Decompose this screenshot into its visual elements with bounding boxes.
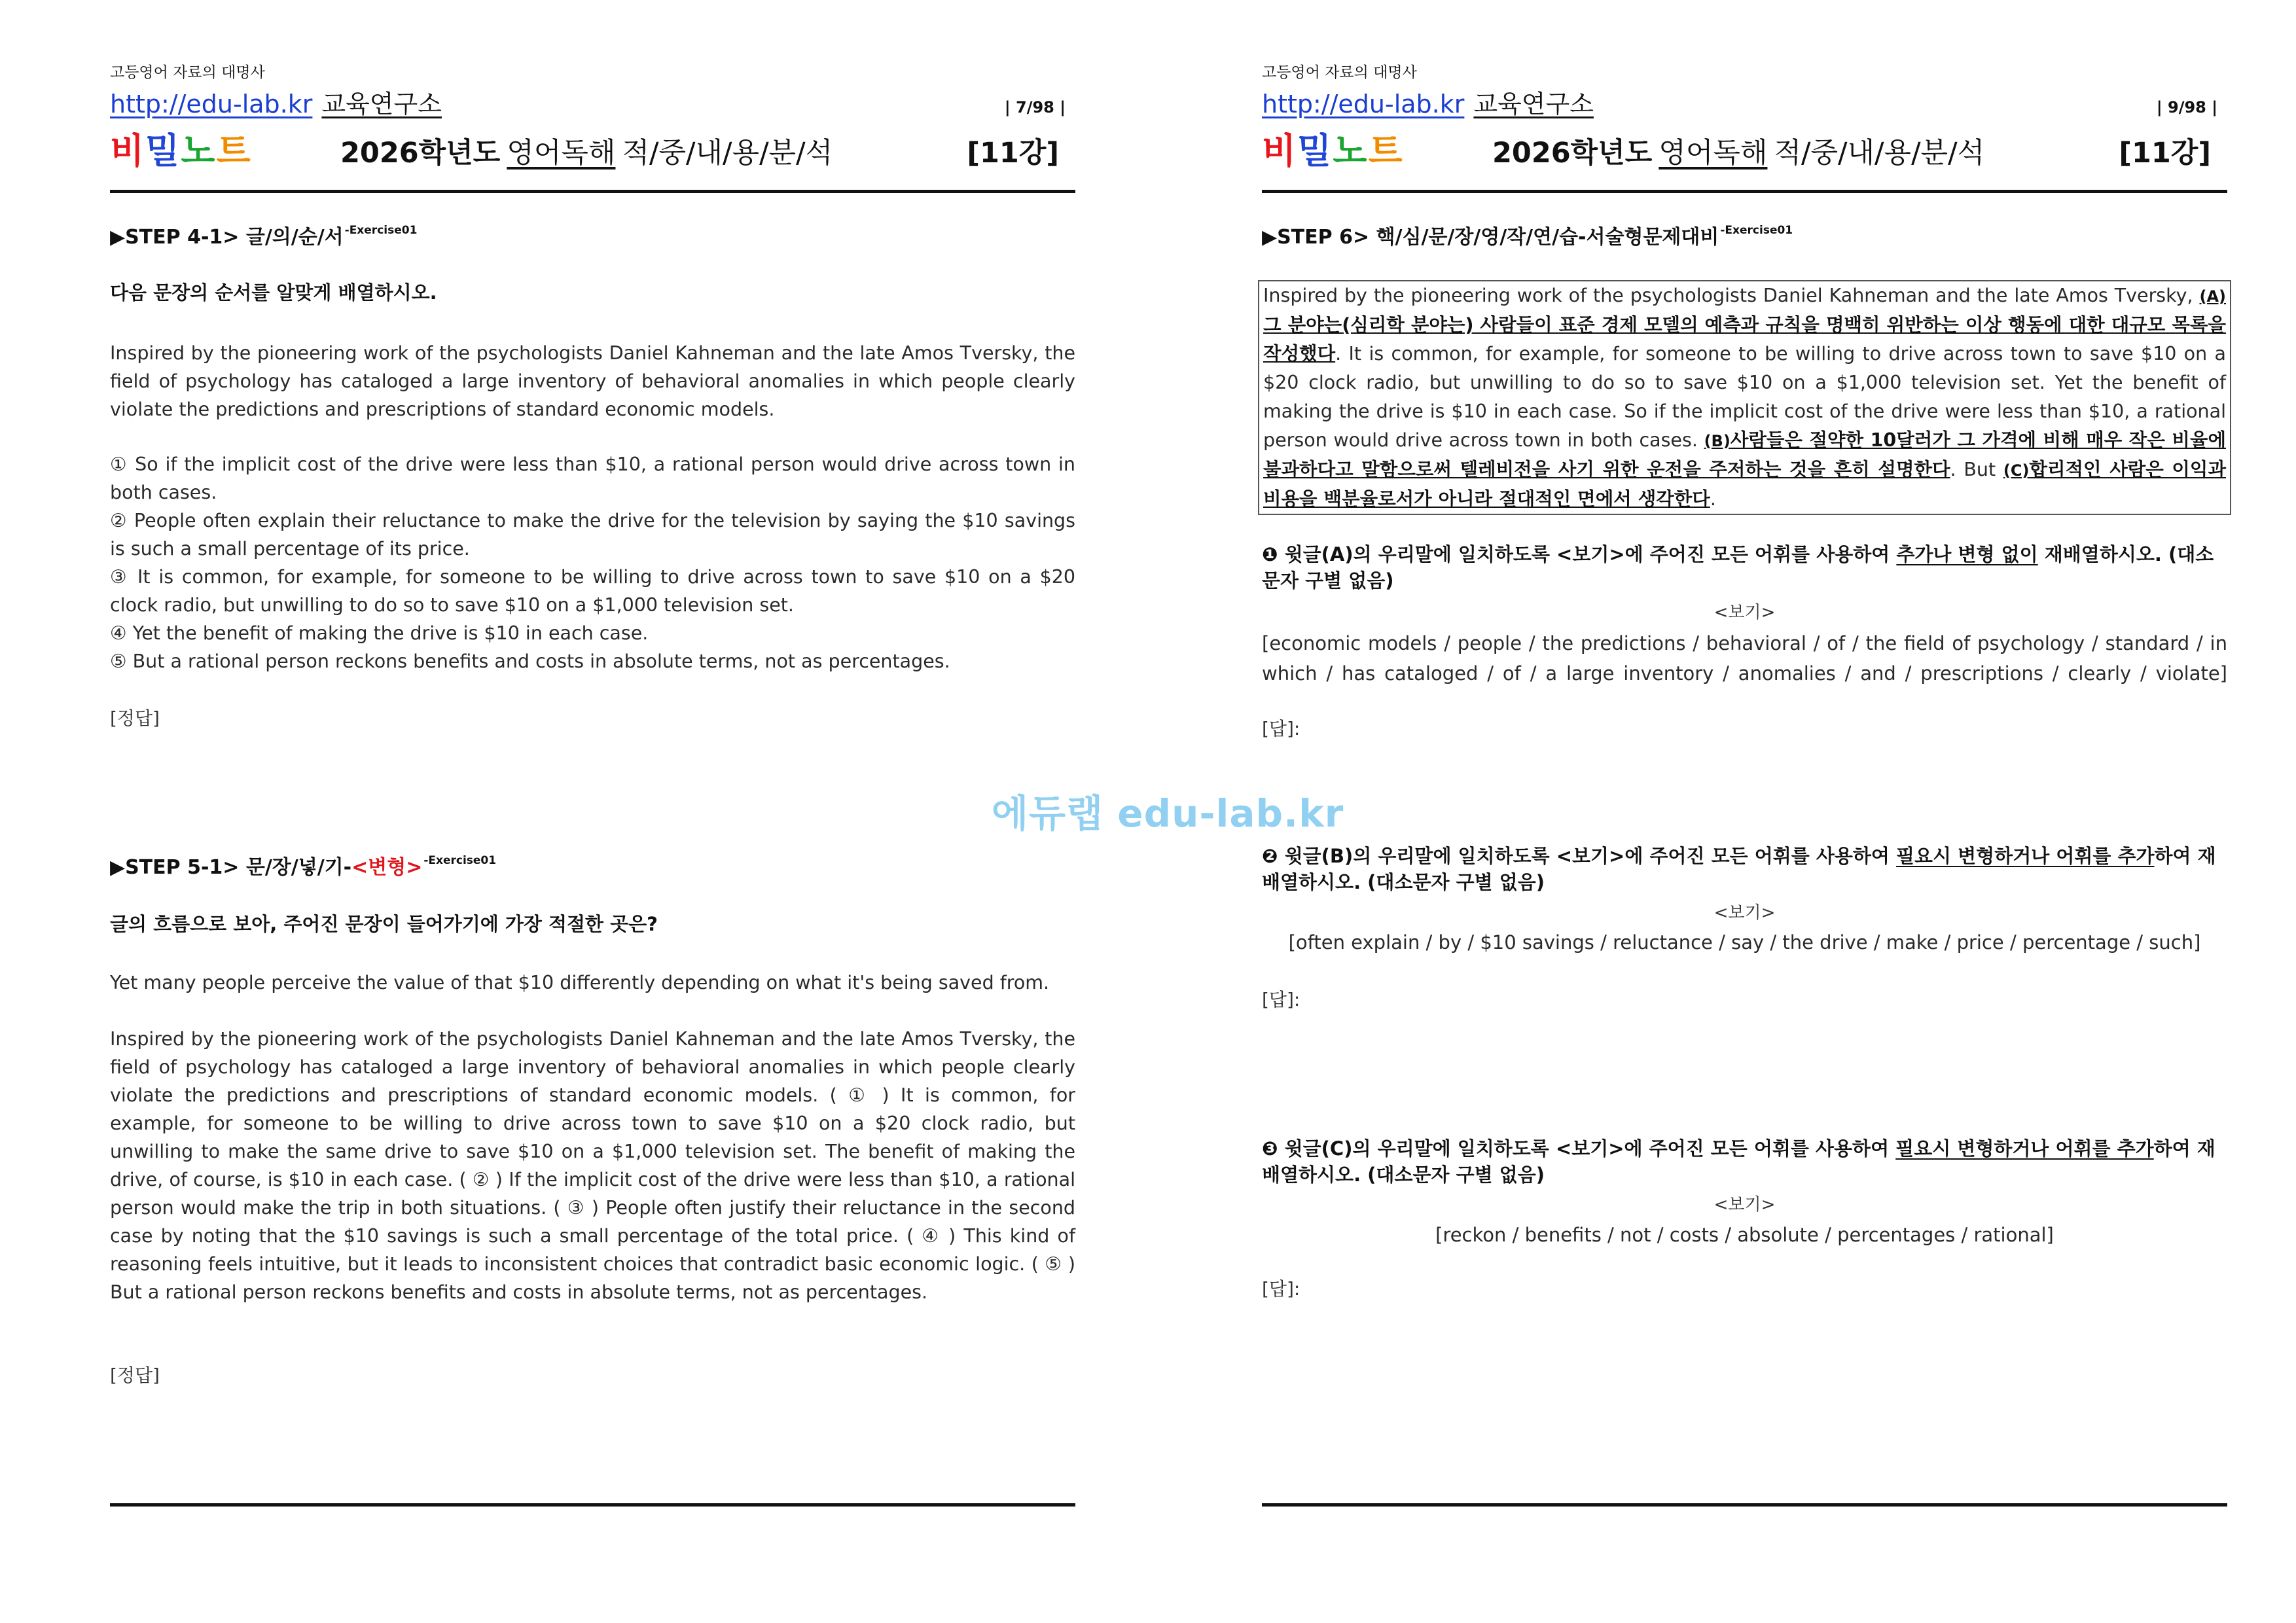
bogi-label: <보기> [1713,603,1776,622]
title-subject: 영어독해 [507,137,616,169]
site-url-link[interactable]: http://edu-lab.kr [1262,90,1465,118]
brand-logo [110,123,252,173]
site-name: 교육연구소 [321,90,442,118]
header-kicker: 고등영어 자료의 대명사 [1262,64,1417,81]
brand-logo [1262,123,1404,173]
title-subject: 영어독해 [1659,137,1768,169]
page-number: | 9/98 | [2156,98,2217,116]
q3-underlined: 필요시 변형하거나 어휘를 추가 [1895,1137,2154,1160]
doc-title [1492,131,1984,171]
site-line [1262,84,1594,120]
box-text: Inspired by the pioneering work of the psychologists Daniel Kahneman and the late Amos Tversky, [1263,285,2193,306]
answer-2: [답]: [1262,989,1300,1010]
answer-1: [답]: [1262,718,1300,740]
step51-answer: [정답] [110,1364,160,1386]
step51-title-red: <변형> [351,856,423,879]
site-url-link[interactable]: http://edu-lab.kr [110,90,313,118]
step51-passage: Inspired by the pioneering work of the psychologists Daniel Kahneman and the late Amos Tversky, the field of psychology has cataloged a large inventory of behavioral anomalies in which people clearly violate the predictions and prescriptions of standard economic models. ( ① ) It is common, for example, for someone to be willing to drive across town to save $10 on a $20 clock radio, but unwilling to make the same drive to save $10 on a $1,000 television set. The benefit of making the drive, of course, is $10 in each case. ( ② ) If the implicit cost of the drive were less than $10, a rational person would make the trip in both situations. ( ③ ) People often justify their reluctance in the second case by noting that the $10 savings is such a small percentage of the total price. ( ④ ) This kind of reasoning feels intuitive, but it leads to inconsistent choices that contradict basic economic logic. ( ⑤ ) But a rational person reckons benefits and costs in absolute terms, not as percentages. [110,1028,1075,1303]
box-text: . But [1950,459,1996,480]
step6-sup: -Exercise01 [1720,224,1793,237]
site-name: 교육연구소 [1473,90,1594,118]
bogi-2: [often explain / by / $10 savings / reluctance / say / the drive / make / price / percentage / such] [1288,931,2201,954]
step41-option: ④ Yet the benefit of making the drive is $10 in each case. [110,622,649,644]
bogi-3: [reckon / benefits / not / costs / absolute / percentages / rational] [1435,1224,2054,1246]
step41-sup: -Exercise01 [344,224,418,237]
title-tail: 적/중/내/용/분/석 [1774,137,1985,169]
header-kicker: 고등영어 자료의 대명사 [110,64,265,81]
step51-heading [110,851,496,880]
footer-divider [1262,1503,2227,1507]
q1-text: 재배열하시오. (대소문자 구별 없음) [1262,543,2214,592]
box-korean-a: 그 분야는(심리학 분야는) 사람들이 표준 경제 모델의 예측과 규칙을 명백히 위반하는 이상 행동에 대한 대규모 목록을 작성했다 [1263,314,2226,365]
bogi-label: <보기> [1713,903,1776,923]
brand-char: 밀 [1297,130,1333,171]
step41-heading [110,221,417,249]
q2-underlined: 필요시 변형하거나 어휘를 추가 [1896,845,2155,867]
step41-title: ▶STEP 4-1> 글/의/순/서 [110,226,344,249]
step6-heading [1262,221,1793,249]
step6-question-1 [1262,541,2227,594]
box-korean-c: 합리적인 사람은 이익과 비용을 백분율로서가 아니라 절대적인 면에서 생각한다 [1263,459,2226,510]
right-page [1262,0,2231,1623]
box-korean-b: 사람들은 절약한 10달러가 그 가격에 비해 매우 작은 비율에 불과하다고 말함으로써 텔레비전을 사기 위한 운전을 주저하는 것을 흔히 설명한다 [1263,429,2226,480]
box-label-b: (B) [1704,432,1731,450]
box-text: . [1710,488,1716,510]
brand-char: 비 [1262,130,1298,171]
box-label-a: (A) [2199,287,2227,306]
site-line [110,84,442,120]
box-label-c: (C) [2003,461,2030,480]
page-number: | 7/98 | [1004,98,1066,116]
q1-underlined: 추가나 변형 없이 [1896,543,2038,565]
lesson-label: [11강] [967,137,1059,169]
lesson-label: [11강] [2119,137,2211,169]
step41-option: ② People often explain their reluctance to make the drive for the television by saying the $10 savings is such a small percentage of its price. [110,510,1075,560]
step6-question-3 [1262,1135,2227,1188]
answer-3: [답]: [1262,1278,1300,1300]
left-page [110,0,1079,1623]
q2-text: ❷ 윗글(B)의 우리말에 일치하도록 <보기>에 주어진 모든 어휘를 사용하여 [1262,845,1890,867]
step51-question: 글의 흐름으로 보아, 주어진 문장이 들어가기에 가장 적절한 곳은? [110,913,658,935]
header-divider [110,190,1075,193]
brand-char: 노 [1333,130,1369,171]
step51-title: ▶STEP 5-1> 문/장/넣/기- [110,856,352,879]
brand-char: 트 [1368,130,1404,171]
title-year: 2026학년도 [1492,137,1653,169]
brand-char: 비 [110,130,146,171]
title-year: 2026학년도 [340,137,501,169]
bogi-1: [economic models / people / the predictions / behavioral / of / the field of psychology / standard / in which / has cataloged / of / a large inventory / anomalies / and / prescriptions / clearly / violate] [1262,632,2227,685]
footer-divider [110,1503,1075,1507]
step41-option: ⑤ But a rational person reckons benefits and costs in absolute terms, not as percentages. [110,651,950,672]
brand-char: 트 [216,130,252,171]
step41-option: ① So if the implicit cost of the drive were less than $10, a rational person would drive across town in both cases. [110,454,1075,503]
q1-text: ❶ 윗글(A)의 우리말에 일치하도록 <보기>에 주어진 모든 어휘를 사용하여 [1262,543,1890,565]
doc-title [340,131,833,171]
step6-title: ▶STEP 6> 핵/심/문/장/영/작/연/습-서술형문제대비 [1262,226,1719,249]
step6-passage-box [1258,280,2231,515]
q2-text: 하여 재배열하시오. (대소문자 구별 없음) [1262,845,2216,893]
brand-char: 노 [181,130,217,171]
step41-passage: Inspired by the pioneering work of the psychologists Daniel Kahneman and the late Amos Tversky, the field of psychology has cataloged a large inventory of behavioral anomalies in which people clearly violate the predictions and prescriptions of standard economic models. [110,342,1075,420]
brand-char: 밀 [145,130,181,171]
step6-question-2 [1262,843,2227,895]
title-tail: 적/중/내/용/분/석 [622,137,833,169]
bogi-label: <보기> [1713,1195,1776,1215]
header-divider [1262,190,2227,193]
step51-sup: -Exercise01 [423,854,497,867]
step41-answer: [정답] [110,707,160,729]
step41-option: ③ It is common, for example, for someone to be willing to drive across town to save $10 on a $20 clock radio, but unwilling to do so to save $10 on a $1,000 television set. [110,566,1075,616]
step41-question: 다음 문장의 순서를 알맞게 배열하시오. [110,281,437,304]
watermark: 에듀랩 edu-lab.kr [992,791,1344,836]
q3-text: ❸ 윗글(C)의 우리말에 일치하도록 <보기>에 주어진 모든 어휘를 사용하여 [1262,1137,1890,1160]
q3-text: 하여 재배열하시오. (대소문자 구별 없음) [1262,1137,2215,1186]
box-text: . It is common, for example, for someone to be willing to drive across town to save $10 on a $20 clock radio, but unwilling to do so to save $10 on a $1,000 television set. Yet the benefit of making the drive is $10 in each case. So if the implicit cost of the drive were less than $10, a rational person would drive across town in both cases. [1263,343,2226,451]
step51-given-sentence: Yet many people perceive the value of that $10 differently depending on what it's being saved from. [110,972,1050,993]
